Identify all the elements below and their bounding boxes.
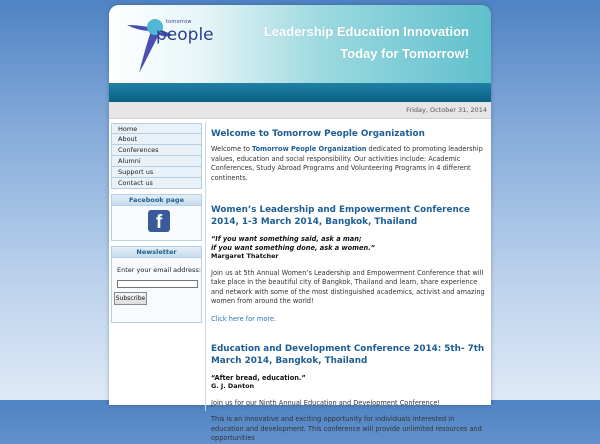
menu-item-about[interactable]: About (111, 134, 202, 145)
menu-item-alumni[interactable]: Alumni (111, 156, 202, 167)
welcome-title: Welcome to Tomorrow People Organization (211, 129, 425, 139)
logo-text: people (156, 25, 214, 45)
article1-quote-line2: if you want something done, ask a women.” (211, 243, 375, 252)
main-content (205, 121, 489, 442)
article1-body: Join us at 5th Annual Women’s Leadership and Empowerment Conference that will take place in the beautiful city of Bangkok, Thailand and learn, share experience and network with some of the most distinguished academics, activist and amazing women from around the world! (211, 268, 485, 305)
article1-author: Margaret Thatcher (211, 252, 279, 260)
newsletter-box (112, 258, 201, 322)
menu-item-home[interactable]: Home (111, 123, 202, 134)
sidebar (111, 123, 202, 323)
article2-body2: This is an innovative and exciting opportunity for individuals interested in education and development. This conference will provide unlimited resources and opportunities (211, 415, 482, 442)
article2-title[interactable]: Education and Development Conference 2014: 5th- 7th March 2014, Bangkok, Thailand (211, 343, 485, 366)
facebook-icon[interactable]: f (148, 210, 170, 232)
page-wrapper (109, 5, 491, 442)
tagline-line2: Today for Tomorrow! (340, 46, 469, 61)
subscribe-button[interactable]: Subscribe (114, 292, 147, 305)
site-header (109, 5, 491, 83)
facebook-block (111, 194, 202, 241)
org-name-link[interactable]: Tomorrow People Organization (251, 145, 367, 153)
article2-quote-text: “After bread, education.” (211, 373, 306, 382)
menu-item-contact-us[interactable]: Contact us (111, 178, 202, 189)
article1-quote-line1: “If you want something said, ask a man; (211, 235, 362, 243)
sidebar-menu (111, 123, 202, 189)
newsletter-block (111, 246, 202, 323)
current-date: Friday, October 31, 2014 (406, 106, 487, 114)
welcome-text-start: Welcome to (211, 145, 252, 153)
menu-item-support-us[interactable]: Support us (111, 167, 202, 178)
logo-small-text: tomorrow (166, 19, 192, 25)
article2-quote (211, 374, 489, 391)
email-label: Enter your email address: (117, 266, 201, 274)
welcome-text-end: dedicated to promoting leadership values, education and social responsibility. Our activities include: Academic Conferences, Study Abroad Programs and Volunteering Programs in 4 different continents. (211, 145, 483, 182)
email-field[interactable] (117, 280, 198, 288)
article1-title[interactable]: Women’s Leadership and Empowerment Conference 2014, 1-3 March 2014, Bangkok, Thailand (211, 205, 470, 227)
facebook-box (112, 206, 201, 240)
tagline-line1: Leadership Education Innovation (263, 24, 469, 39)
article2-author: G. J. Danton (211, 382, 255, 390)
facebook-heading: Facebook page (112, 195, 201, 206)
newsletter-heading: Newsletter (112, 247, 201, 258)
date-bar (109, 102, 491, 119)
article1-more-link[interactable]: Click here for more. (211, 314, 277, 323)
welcome-text (211, 145, 489, 183)
article2-body1: Join us for our Ninth Annual Education and Development Conference! (211, 398, 441, 407)
top-nav-bar (109, 83, 491, 102)
article1-quote (211, 235, 489, 261)
menu-item-conferences[interactable]: Conferences (111, 145, 202, 156)
